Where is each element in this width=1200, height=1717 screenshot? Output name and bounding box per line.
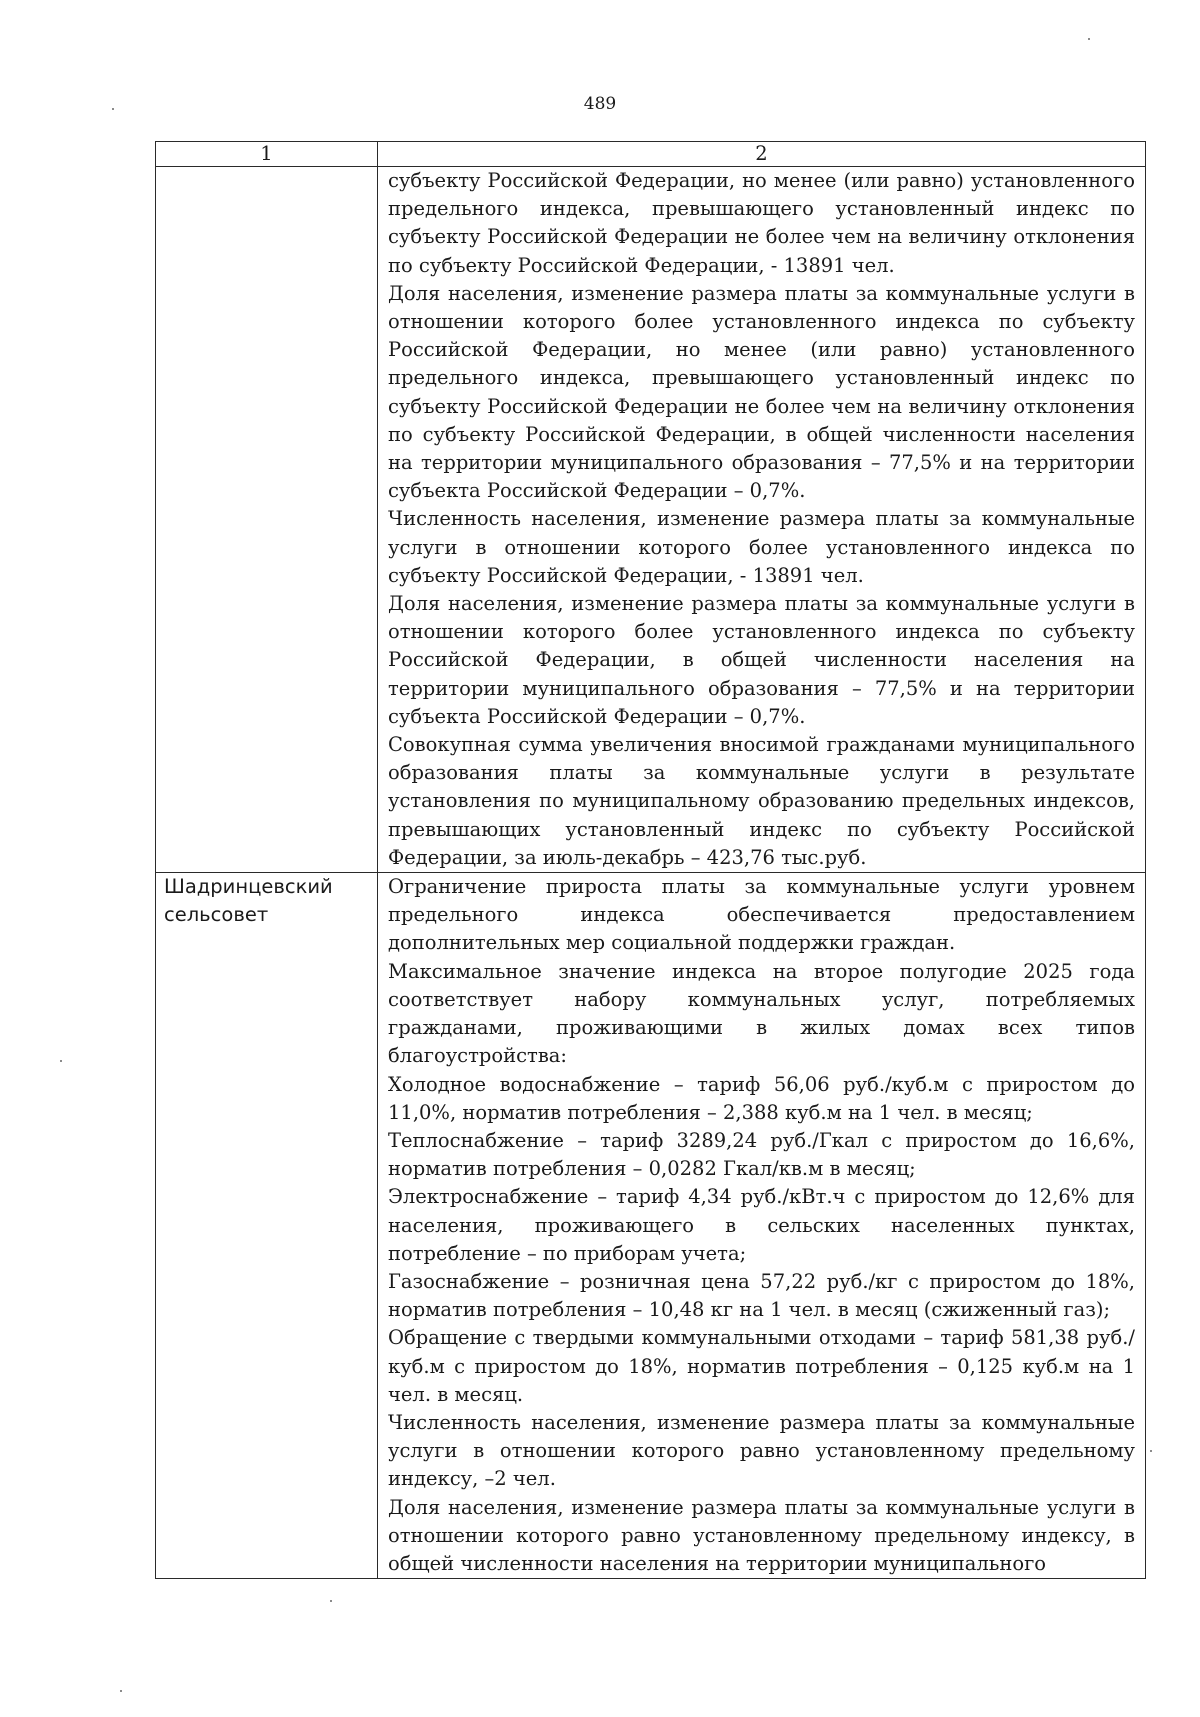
row-label-cell [156, 167, 378, 873]
paragraph: Газоснабжение – розничная цена 57,22 руб./кг с приростом до 18%, норматив потребления – 10,48 кг на 1 чел. в месяц (сжиженный газ); [388, 1269, 1135, 1322]
page-number: 489 [583, 94, 617, 114]
paragraph: Электроснабжение – тариф 4,34 руб./кВт.ч с приростом до 12,6% для населения, проживающего в сельских населенных пунктах, потребление – по приборам учета; [388, 1185, 1135, 1265]
paragraph: Численность населения, изменение размера платы за коммунальные услуги в отношении которого равно установленному предельному индексу, –2 чел. [388, 1410, 1135, 1491]
paragraph: Доля населения, изменение размера платы за коммунальные услуги в отношении которого более установленного индекса по субъекту Российской Федерации, но менее (или равно) установленного предельного индекса, превышающего установленный индекс по субъекту Российской Федерации не более чем на величину отклонения по субъекту Российской Федерации, в общей численности населения на территории муниципального образования – 77,5% и на территории субъекта Российской Федерации – 0,7%. [388, 281, 1135, 503]
scan-speck [60, 1060, 62, 1062]
column-header-2: 2 [378, 142, 1146, 167]
paragraph: Теплоснабжение – тариф 3289,24 руб./Гкал с приростом до 16,6%, норматив потребления – 0,0282 Гкал/кв.м в месяц; [388, 1128, 1135, 1181]
data-table [155, 141, 1146, 1579]
paragraph: субъекту Российской Федерации, но менее (или равно) установленного предельного индекса, превышающего установленный индекс по субъекту Российской Федерации не более чем на величину отклонения по субъекту Российской Федерации, - 13891 чел. [388, 169, 1135, 277]
row-content-cell [378, 873, 1146, 1579]
paragraph: Максимальное значение индекса на второе полугодие 2025 года соответствует набору коммунальных услуг, потребляемых гражданами, проживающими в жилых домах всех типов благоустройства: [388, 959, 1135, 1068]
paragraph: Совокупная сумма увеличения вносимой гражданами муниципального образования платы за коммунальные услуги в результате установления по муниципальному образованию предельных индексов, превышающих установленный индекс по субъекту Российской Федерации, за июль-декабрь – 423,76 тыс.руб. [388, 733, 1135, 869]
paragraph: Численность населения, изменение размера платы за коммунальные услуги в отношении которого более установленного индекса по субъекту Российской Федерации, - 13891 чел. [388, 507, 1135, 587]
scan-speck [120, 1690, 122, 1692]
scan-speck [1150, 1450, 1152, 1452]
row-label-cell: Шадринцевский сельсовет [156, 873, 378, 1579]
paragraph: Обращение с твердыми коммунальными отходами – тариф 581,38 руб./куб.м с приростом до 18%, норматив потребления – 0,125 куб.м на 1 чел. в месяц. [388, 1326, 1135, 1406]
table-header-row [156, 142, 1146, 167]
paragraph: Холодное водоснабжение – тариф 56,06 руб./куб.м с приростом до 11,0%, норматив потребления – 2,388 куб.м на 1 чел. в месяц; [388, 1072, 1135, 1124]
scan-speck [330, 1600, 332, 1602]
scan-speck [112, 108, 114, 110]
paragraph: Доля населения, изменение размера платы за коммунальные услуги в отношении которого равно установленному предельному индексу, в общей численности населения на территории муниципального [388, 1495, 1135, 1575]
paragraph: Доля населения, изменение размера платы за коммунальные услуги в отношении которого более установленного индекса по субъекту Российской Федерации, в общей численности населения на территории муниципального образования – 77,5% и на территории субъекта Российской Федерации – 0,7%. [388, 592, 1135, 728]
scan-speck [1088, 38, 1090, 40]
row-content-cell [378, 167, 1146, 873]
paragraph: Ограничение прироста платы за коммунальные услуги уровнем предельного индекса обеспечивается предоставлением дополнительных мер социальной поддержки граждан. [388, 875, 1135, 955]
table-row [156, 167, 1146, 873]
table-row [156, 873, 1146, 1579]
column-header-1: 1 [156, 142, 378, 167]
